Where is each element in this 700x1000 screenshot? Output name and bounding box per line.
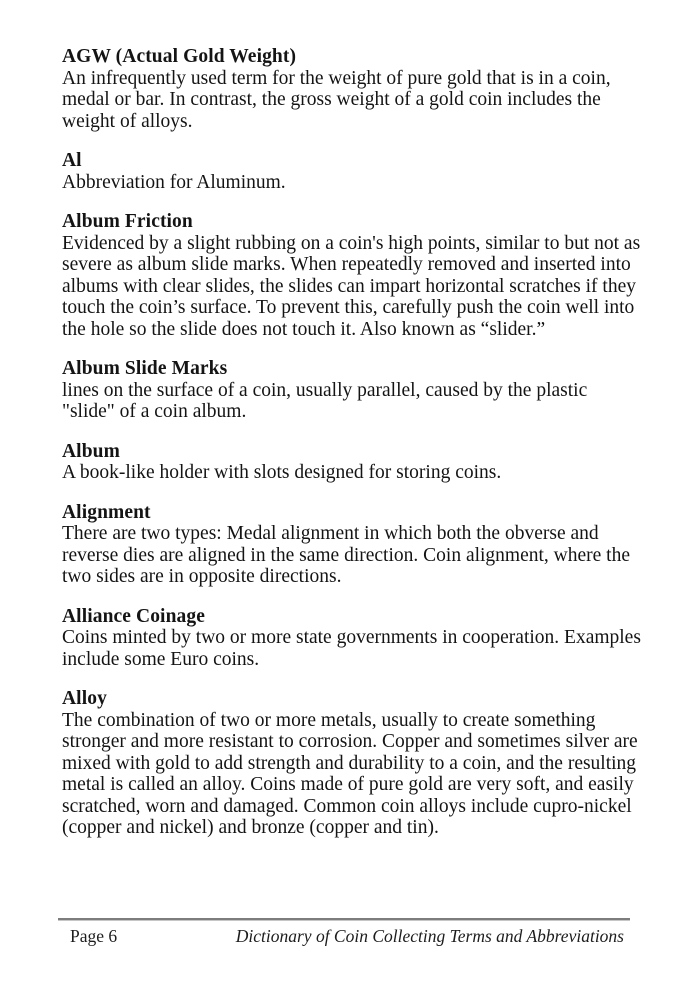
glossary-entry xyxy=(62,211,642,340)
term-heading: Album Slide Marks xyxy=(62,358,228,379)
glossary-entry xyxy=(62,358,642,423)
glossary-entry xyxy=(62,441,642,484)
term-heading: Album xyxy=(62,440,120,462)
term-definition: A book-like holder with slots designed for storing coins. xyxy=(62,462,502,483)
term-definition: The combination of two or more metals, usually to create something stronger and more resistant to corrosion. Copper and sometimes silver are mixed with gold to add strength and durability to a coin, and the resulting metal is called an alloy. Coins made of pure gold are very soft, and easily scratched, worn and damaged. Common coin alloys include cupro-nickel (copper and nickel) and bronze (copper and tin). xyxy=(62,709,638,838)
glossary-entry xyxy=(62,502,642,588)
term-definition: There are two types: Medal alignment in which both the obverse and reverse dies are aligned in the same direction. Coin alignment, where the two sides are in opposite directions. xyxy=(62,523,631,587)
glossary-entry xyxy=(62,606,642,671)
page-number: Page 6 xyxy=(70,926,118,946)
glossary-entry xyxy=(62,688,642,839)
term-definition: Coins minted by two or more state governments in cooperation. Examples include some Euro coins. xyxy=(62,627,641,670)
term-definition: lines on the surface of a coin, usually parallel, caused by the plastic "slide" of a coin album. xyxy=(62,379,588,422)
term-definition: An infrequently used term for the weight of pure gold that is in a coin, medal or bar. In contrast, the gross weight of a gold coin includes the weight of alloys. xyxy=(62,67,611,132)
glossary-entry xyxy=(62,150,642,193)
term-heading: Alloy xyxy=(62,688,107,709)
term-heading: AGW (Actual Gold Weight) xyxy=(62,46,297,67)
term-heading: Al xyxy=(62,150,82,171)
page-footer xyxy=(58,918,630,946)
term-heading: Alignment xyxy=(62,501,151,523)
term-definition: Evidenced by a slight rubbing on a coin's high points, similar to but not as severe as album slide marks. When repeatedly removed and inserted into albums with clear slides, the slides can impart horizontal scratches if they touch the coin’s surface. To prevent this, carefully push the coin well into the hole so the slide does not touch it. Also known as “slider.” xyxy=(62,232,641,340)
book-title: Dictionary of Coin Collecting Terms and Abbreviations xyxy=(235,926,624,946)
footer-row xyxy=(58,921,630,946)
term-heading: Album Friction xyxy=(62,211,193,232)
glossary-content xyxy=(62,46,642,857)
glossary-entry xyxy=(62,46,642,132)
term-definition: Abbreviation for Aluminum. xyxy=(62,171,286,193)
term-heading: Alliance Coinage xyxy=(62,605,205,627)
